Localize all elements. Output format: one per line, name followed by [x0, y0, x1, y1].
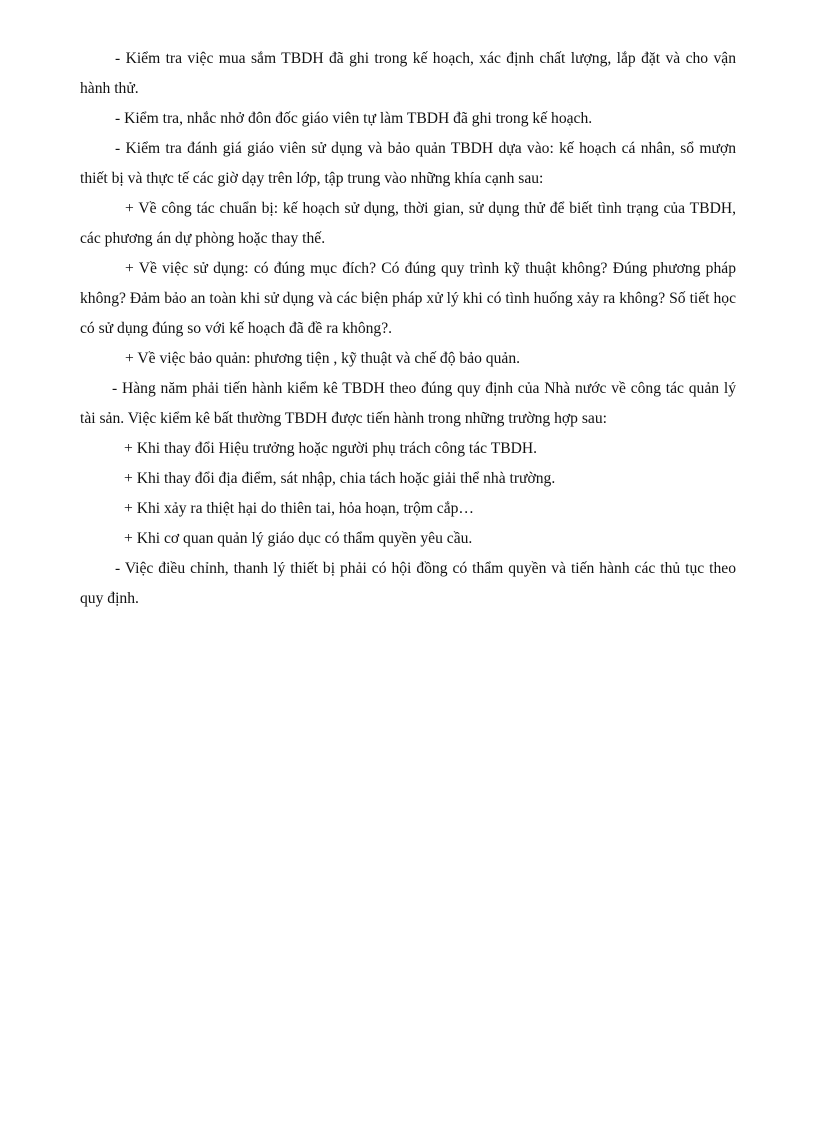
paragraph-liquidation: - Việc điều chỉnh, thanh lý thiết bị phải có hội đồng có thẩm quyền và tiến hành các thủ tục theo quy định. — [80, 560, 736, 607]
paragraph-case-principal-change: + Khi thay đổi Hiệu trưởng hoặc người phụ trách công tác TBDH. — [124, 440, 538, 457]
paragraph-case-location-change: + Khi thay đổi địa điểm, sát nhập, chia tách hoặc giải thể nhà trường. — [124, 470, 556, 487]
paragraph-usage: + Về việc sử dụng: có đúng mục đích? Có đúng quy trình kỹ thuật không? Đúng phương pháp không? Đảm bảo an toàn khi sử dụng và các biện pháp xử lý khi có tình huống xảy ra không? Số tiết học có sử dụng đúng so với kế hoạch đã đề ra không?. — [80, 260, 736, 337]
paragraph-usage-evaluation: - Kiểm tra đánh giá giáo viên sử dụng và bảo quản TBDH dựa vào: kế hoạch cá nhân, sổ mượn thiết bị và thực tế các giờ dạy trên lớp, tập trung vào những khía cạnh sau: — [80, 140, 736, 187]
paragraph-case-authority-request: + Khi cơ quan quản lý giáo dục có thẩm quyền yêu cầu. — [124, 530, 473, 547]
paragraph-preparation: + Về công tác chuẩn bị: kế hoạch sử dụng, thời gian, sử dụng thử để biết tình trạng của TBDH, các phương án dự phòng hoặc thay thế. — [80, 200, 736, 247]
paragraph-case-damage: + Khi xảy ra thiệt hại do thiên tai, hỏa hoạn, trộm cắp… — [124, 500, 475, 517]
paragraph-annual-inventory: - Hàng năm phải tiến hành kiểm kê TBDH theo đúng quy định của Nhà nước về công tác quản lý tài sản. Việc kiểm kê bất thường TBDH được tiến hành trong những trường hợp sau: — [80, 380, 736, 427]
document-body — [80, 44, 736, 614]
paragraph-purchase-check: - Kiểm tra việc mua sắm TBDH đã ghi trong kế hoạch, xác định chất lượng, lắp đặt và cho vận hành thử. — [80, 50, 736, 97]
paragraph-self-made-check: - Kiểm tra, nhắc nhở đôn đốc giáo viên tự làm TBDH đã ghi trong kế hoạch. — [115, 110, 593, 127]
paragraph-preservation: + Về việc bảo quản: phương tiện , kỹ thuật và chế độ bảo quản. — [125, 350, 521, 367]
